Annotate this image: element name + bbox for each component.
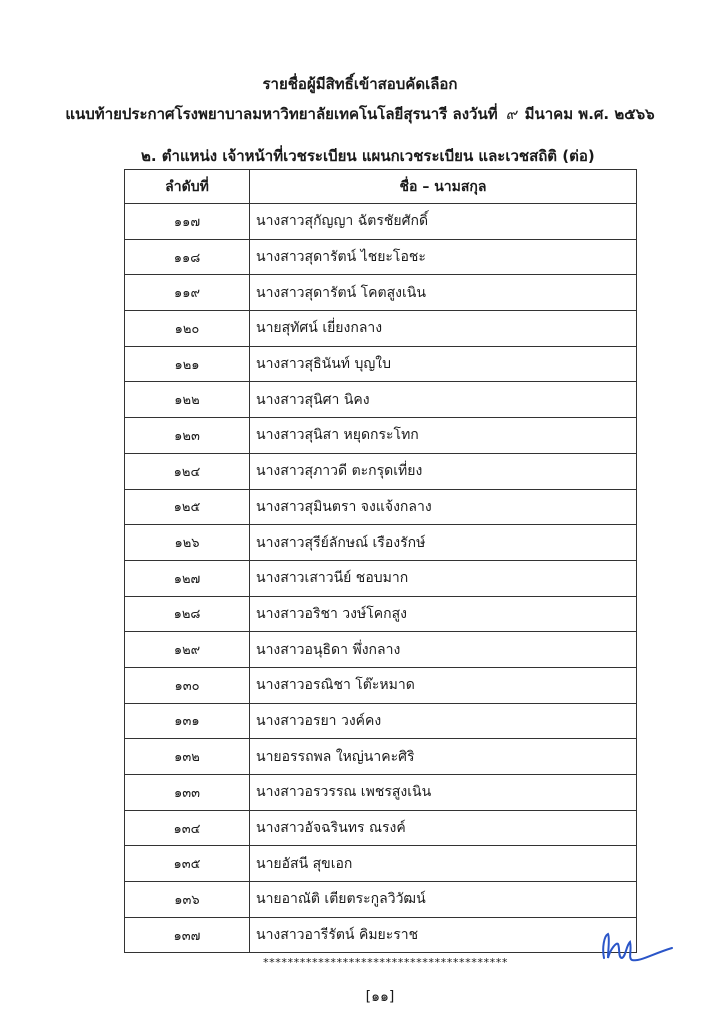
document-subtitle — [0, 104, 720, 124]
table-row — [125, 775, 637, 811]
row-name: นางสาวอัจฉรินทร ณรงค์ — [250, 810, 637, 846]
column-header-name: ชื่อ – นามสกุล — [250, 170, 637, 204]
row-name: นางสาวสุรีย์ลักษณ์ เรืองรักษ์ — [250, 525, 637, 561]
table-row — [125, 453, 637, 489]
table-row — [125, 739, 637, 775]
table-row — [125, 275, 637, 311]
table-row — [125, 525, 637, 561]
row-name: นางสาวสุมินตรา จงแจ้งกลาง — [250, 489, 637, 525]
row-name: นางสาวอารีรัตน์ คิมยะราช — [250, 917, 637, 953]
row-name: นางสาวอรวรรณ เพชรสูงเนิน — [250, 775, 637, 811]
footer-separator: **************************************** — [262, 956, 508, 969]
row-number: ๑๓๐ — [125, 667, 250, 703]
table-body — [125, 204, 637, 953]
row-number: ๑๒๙ — [125, 632, 250, 668]
announcement-day: ๙ — [505, 105, 517, 123]
row-name: นางสาวอริชา วงษ์โคกสูง — [250, 596, 637, 632]
table-row — [125, 882, 637, 918]
table-row — [125, 382, 637, 418]
table-header-row — [125, 170, 637, 204]
row-number: ๑๓๒ — [125, 739, 250, 775]
row-name: นางสาวสุนิสา หยุดกระโทก — [250, 418, 637, 454]
row-name: นายอาณัติ เตียตระกูลวิวัฒน์ — [250, 882, 637, 918]
table-row — [125, 560, 637, 596]
row-name: นางสาวสุธินันท์ บุญใบ — [250, 346, 637, 382]
section-heading: ๒. ตำแหน่ง เจ้าหน้าที่เวชระเบียน แผนกเวชระเบียน และเวชสถิติ (ต่อ) — [141, 147, 595, 165]
table-row — [125, 311, 637, 347]
row-name: นางสาวสุดารัตน์ ไชยะโอชะ — [250, 239, 637, 275]
table-row — [125, 703, 637, 739]
row-name: นายสุทัศน์ เยี่ยงกลาง — [250, 311, 637, 347]
row-number: ๑๑๘ — [125, 239, 250, 275]
document-title: รายชื่อผู้มีสิทธิ์เข้าสอบคัดเลือก — [262, 75, 458, 93]
table-row — [125, 346, 637, 382]
row-name: นางสาวสุภาวดี ตะกรุดเที่ยง — [250, 453, 637, 489]
row-name: นางสาวเสาวนีย์ ชอบมาก — [250, 560, 637, 596]
row-number: ๑๒๔ — [125, 453, 250, 489]
row-name: นางสาวสุกัญญา ฉัตรชัยศักดิ์ — [250, 204, 637, 240]
row-number: ๑๓๓ — [125, 775, 250, 811]
subtitle-prefix: แนบท้ายประกาศโรงพยาบาลมหาวิทยาลัยเทคโนโลยีสุรนารี ลงวันที่ — [65, 105, 498, 123]
table-row — [125, 917, 637, 953]
row-number: ๑๒๒ — [125, 382, 250, 418]
row-name: นางสาวสุดารัตน์ โคตสูงเนิน — [250, 275, 637, 311]
row-number: ๑๓๖ — [125, 882, 250, 918]
table-row — [125, 204, 637, 240]
row-number: ๑๒๘ — [125, 596, 250, 632]
page-number: [๑๑] — [365, 989, 395, 1005]
row-number: ๑๓๑ — [125, 703, 250, 739]
table-row — [125, 632, 637, 668]
row-number: ๑๒๐ — [125, 311, 250, 347]
row-number: ๑๒๓ — [125, 418, 250, 454]
row-number: ๑๒๖ — [125, 525, 250, 561]
column-header-number: ลำดับที่ — [125, 170, 250, 204]
row-name: นางสาวอรณิชา โต๊ะหมาด — [250, 667, 637, 703]
table-row — [125, 846, 637, 882]
row-number: ๑๑๙ — [125, 275, 250, 311]
table-row — [125, 489, 637, 525]
row-number: ๑๓๗ — [125, 917, 250, 953]
row-name: นางสาวอรยา วงค์คง — [250, 703, 637, 739]
row-number: ๑๒๕ — [125, 489, 250, 525]
table-row — [125, 239, 637, 275]
row-number: ๑๑๗ — [125, 204, 250, 240]
table-row — [125, 667, 637, 703]
row-number: ๑๒๑ — [125, 346, 250, 382]
row-name: นายอัสนี สุขเอก — [250, 846, 637, 882]
candidate-table — [124, 169, 637, 953]
subtitle-suffix: มีนาคม พ.ศ. ๒๕๖๖ — [524, 105, 655, 123]
row-name: นางสาวอนุธิดา พึ่งกลาง — [250, 632, 637, 668]
row-number: ๑๒๗ — [125, 560, 250, 596]
row-name: นายอรรถพล ใหญ่นาคะศิริ — [250, 739, 637, 775]
row-number: ๑๓๔ — [125, 810, 250, 846]
row-number: ๑๓๕ — [125, 846, 250, 882]
table-row — [125, 596, 637, 632]
row-name: นางสาวสุนิศา นิคง — [250, 382, 637, 418]
table-row — [125, 810, 637, 846]
table-row — [125, 418, 637, 454]
